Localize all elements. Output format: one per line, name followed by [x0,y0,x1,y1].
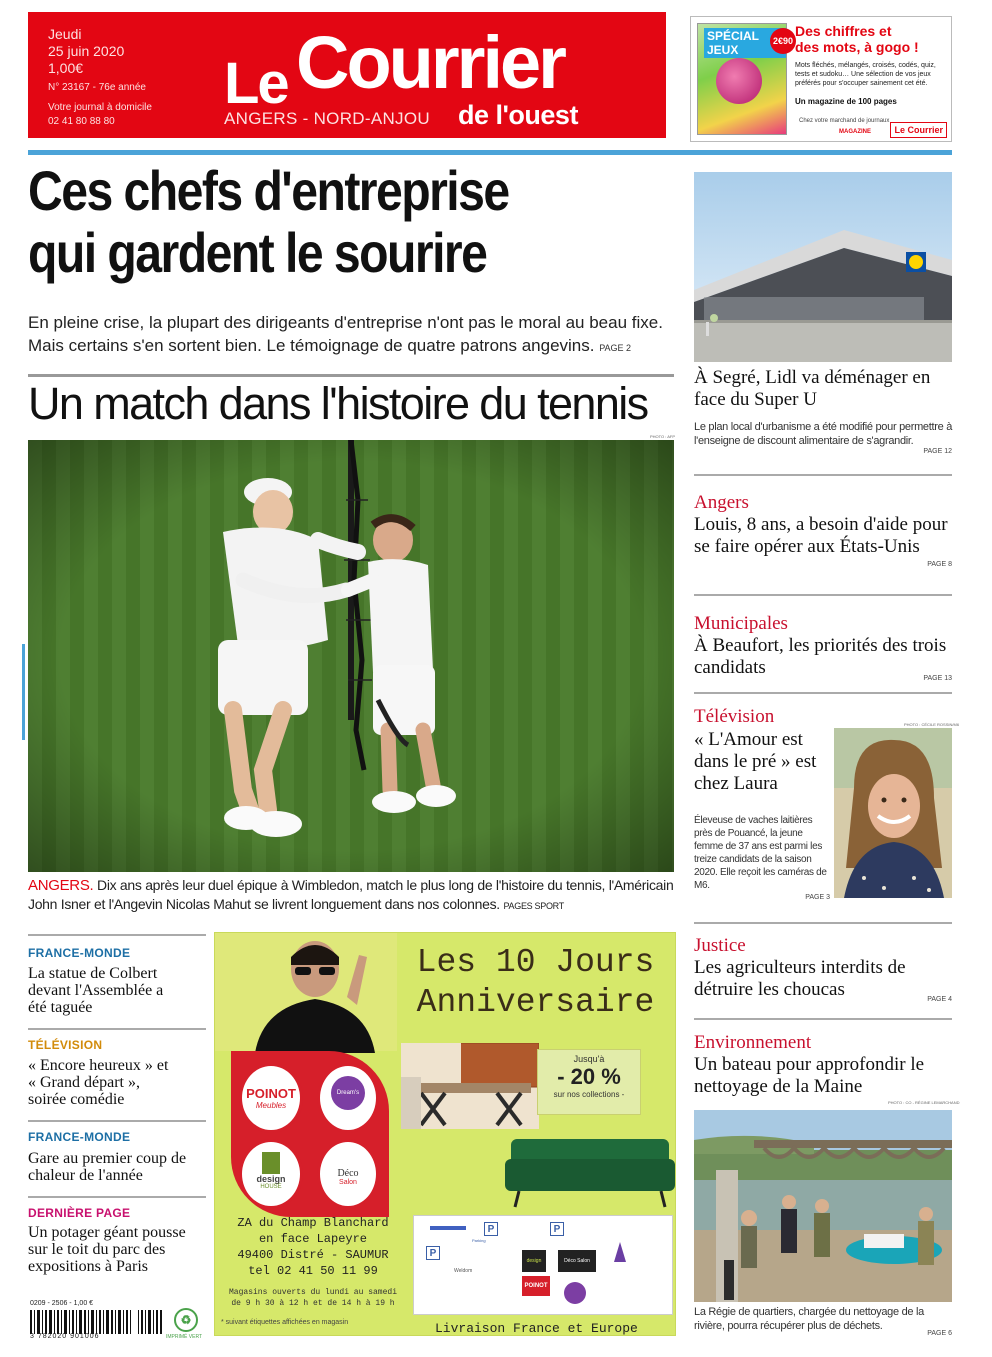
ad-address [225,1215,401,1279]
tennis-caption-page: PAGES SPORT [503,901,564,911]
brief-2-text[interactable]: « Encore heureux » et « Grand départ », soirée comédie [28,1057,169,1108]
television-category: Télévision [694,706,775,727]
lidl-photo-illustration [694,172,952,362]
ad-map-arrow-icon [614,1242,626,1262]
angers-headline[interactable]: Louis, 8 ans, a besoin d'aide pour se faire opérer aux États-Unis [694,514,948,557]
brief-3-category: FRANCE-MONDE [28,1130,131,1144]
maine-photo-illustration [694,1110,952,1302]
ad-logo-poinot-sub: Meubles [255,1101,287,1110]
laura-photo-credit: PHOTO : CÉCILE ROSSIN/M6 [904,722,960,727]
main-headline-line1: Ces chefs d'entreprise [28,159,509,222]
ad-map-design: design [522,1250,546,1272]
promo-footer [787,121,951,141]
delivery-label: Votre journal à domicile [48,102,152,113]
lidl-body: Le plan local d'urbanisme a été modifié pour permettre à l'enseigne de discount alimentaire de s'agrandir. [694,421,953,447]
ad-model-illustration [235,935,395,1053]
maine-photo-credit: PHOTO : CO - RÉGINE LEMARCHAND [888,1100,960,1105]
ad-logo-poinot [239,1063,303,1133]
barcode-digits: 3 782020 901006 [30,1333,100,1340]
edition-label: ANGERS - NORD-ANJOU [224,109,430,128]
promo-special-label: SPÉCIAL JEUX [704,28,786,58]
ad-logo-design [239,1139,303,1209]
right-rule-1 [694,474,952,476]
ad-sofa-illustration [505,1129,675,1213]
lidl-headline[interactable]: À Segré, Lidl va déménager en face du Super U [694,367,931,410]
promo-price-badge: 2€90 [770,28,796,54]
briefs-rule-2 [28,1120,206,1122]
delivery-phone: 02 41 80 88 80 [48,116,115,127]
promo-footer-label: MAGAZINE [839,129,871,135]
promo-magazine-size: Un magazine de 100 pages [795,97,897,106]
tennis-caption-city: ANGERS. [28,877,94,894]
ad-map-poinot: POINOT [522,1276,550,1296]
masthead [28,12,666,138]
promo-magazine-cover [697,23,794,135]
right-rule-2 [694,594,952,596]
ad-map-parking-2: P [550,1222,564,1236]
ad-address-line2: en face Lapeyre [258,1232,368,1246]
brief-1-text[interactable]: La statue de Colbert devant l'Assemblée a été taguée [28,965,164,1016]
promo-where: Chez votre marchand de journaux [799,118,890,124]
tennis-photo-credit: PHOTO : AFP [650,434,676,439]
ad-map-weldom: Weldom [454,1268,473,1274]
brief-3-text[interactable]: Gare au premier coup de chaleur de l'année [28,1150,187,1184]
angers-page: PAGE 8 [927,561,952,568]
tennis-caption [28,876,676,916]
ad-disclaimer: * suivant étiquettes affichées en magasin [221,1319,349,1326]
ad-logo-poinot-text: POINOT [246,1086,296,1101]
ad-address-line3: 49400 Distré - SAUMUR [237,1248,389,1262]
tennis-headline[interactable]: Un match dans l'histoire du tennis [28,378,648,429]
brief-4-text[interactable]: Un potager géant pousse sur le toit du parc des expositions à Paris [28,1224,186,1275]
recycle-icon: ♻ [174,1308,198,1332]
municipales-headline[interactable]: À Beaufort, les priorités des trois candidats [694,635,947,678]
environnement-body: La Régie de quartiers, chargée du nettoyage de la rivière, pourra récupérer plus de déchets. [694,1306,924,1332]
logo-ouest: de l'ouest [458,100,578,130]
recycle-label: IMPRIMÉ VERT [166,1334,203,1340]
ad-address-line1: ZA du Champ Blanchard [237,1216,389,1230]
municipales-category: Municipales [694,613,788,634]
briefs-rule-3 [28,1196,206,1198]
ad-discount-bottom: sur nos collections - [553,1090,625,1099]
ad-logo-design-sub: HOUSE [260,1184,282,1190]
ad-logo-deco-text: Déco [337,1168,359,1179]
ad-map-dreams-icon [564,1282,586,1304]
right-rule-4 [694,922,952,924]
main-lede [28,311,678,360]
main-lede-page: PAGE 2 [599,343,632,353]
advertisement[interactable] [214,932,676,1336]
briefs-rule-1 [28,1028,206,1030]
television-headline[interactable]: « L'Amour est dans le pré » est chez Laura [694,729,817,794]
environnement-page: PAGE 6 [927,1330,952,1337]
promo-jeux[interactable] [690,16,952,142]
ad-phone: tel 02 41 50 11 99 [248,1264,378,1278]
right-rule-3 [694,692,952,694]
briefs-top-rule [28,934,206,936]
justice-headline[interactable]: Les agriculteurs interdits de détruire les choucas [694,957,906,1000]
ad-logo-design-icon [262,1152,280,1174]
main-headline-line2: qui gardent le sourire [28,221,487,284]
ad-map-parking-3: P [426,1246,440,1260]
ad-map-road-icon [430,1226,466,1230]
issue-price: 1,00€ [48,60,84,76]
ad-hours-line1: Magasins ouverts du lundi au samedi [228,1288,398,1297]
brief-1-category: FRANCE-MONDE [28,946,131,960]
brief-4-category: DERNIÈRE PAGE [28,1206,131,1220]
promo-footer-logo: Le Courrier [890,122,947,138]
laura-photo-illustration [834,728,952,898]
brief-2-category: TÉLÉVISION [28,1038,103,1052]
ad-delivery: Livraison France et Europe [435,1321,638,1336]
issue-date: 25 juin 2020 [48,43,125,59]
tennis-caption-text: Dix ans après leur duel épique à Wimbledon, match le plus long de l'histoire du tennis, l'Américain John Isner et l'Angevin Nicolas Mahut se livrent longuement dans nos colonnes. [28,877,674,912]
tennis-photo[interactable] [28,440,674,872]
ad-map-parking-1: P [484,1222,498,1236]
laura-photo[interactable] [834,728,952,898]
main-headline[interactable] [28,160,587,284]
television-page: PAGE 3 [805,894,830,901]
angers-category: Angers [694,492,749,513]
right-rule-5 [694,1018,952,1020]
environnement-category: Environnement [694,1032,812,1053]
ad-logo-deco-sub: Salon [339,1179,357,1186]
justice-page: PAGE 4 [927,996,952,1003]
masthead-meta [48,26,152,129]
ad-discount-value: - 20 % [557,1064,621,1089]
section-rule [28,374,674,377]
tennis-photo-illustration [28,440,674,872]
ad-discount-badge [537,1049,641,1115]
promo-description: Mots fléchés, mélangés, croisés, codés, quiz, tests et sudoku… Une sélection de vos jeux préférés pour s'occuper sainement cet été. [795,62,936,87]
main-lede-text: En pleine crise, la plupart des dirigeants d'entreprise n'ont pas le moral au beau fixe. Mais certains s'en sortent bien. Le témoignage de quatre patrons angevins. [28,313,663,355]
ad-logo-dreams-text: Dream's Night [331,1076,365,1110]
ad-logo-deco [317,1139,379,1209]
ad-logo-dreams [317,1063,379,1133]
barcode-top-text: 0209 - 2506 - 1,00 € [30,1300,94,1307]
environnement-headline[interactable]: Un bateau pour approfondir le nettoyage de la Maine [694,1054,925,1097]
ad-map-parking-label: Parking [472,1238,486,1243]
logo-le: Le [224,51,288,116]
lidl-page: PAGE 12 [923,448,952,455]
ad-hours [223,1287,403,1309]
issue-number: N° 23167 - 76e année [48,82,146,93]
municipales-page: PAGE 13 [923,675,952,682]
ad-discount-top: Jusqu'à [573,1054,605,1064]
ad-map [413,1215,673,1315]
maine-photo[interactable] [694,1110,952,1302]
page-margin-marker [22,644,25,740]
lidl-photo[interactable] [694,172,952,362]
promo-mascot-icon [716,58,762,104]
ad-map-deco: Déco Salon [558,1250,596,1272]
issue-day: Jeudi [48,26,82,42]
justice-category: Justice [694,935,746,956]
ad-furniture-photo [401,1043,539,1129]
logo-courrier: Courrier [296,21,564,104]
ad-headline: Les 10 Jours Anniversaire [416,944,655,1021]
television-body: Éleveuse de vaches laitières près de Pouancé, la jeune femme de 37 ans est parmi les treize candidats de la saison 2020. Elle reçoit les caméras de M6. [694,815,827,891]
promo-title-line2: des mots, à gogo ! [795,39,919,55]
promo-title [795,23,919,55]
ad-logo-design-text: design [256,1174,286,1184]
promo-title-line1: Des chiffres et [795,23,892,39]
masthead-divider [28,150,952,155]
ad-hours-line2: de 9 h 30 à 12 h et de 14 h à 19 h [231,1299,395,1308]
